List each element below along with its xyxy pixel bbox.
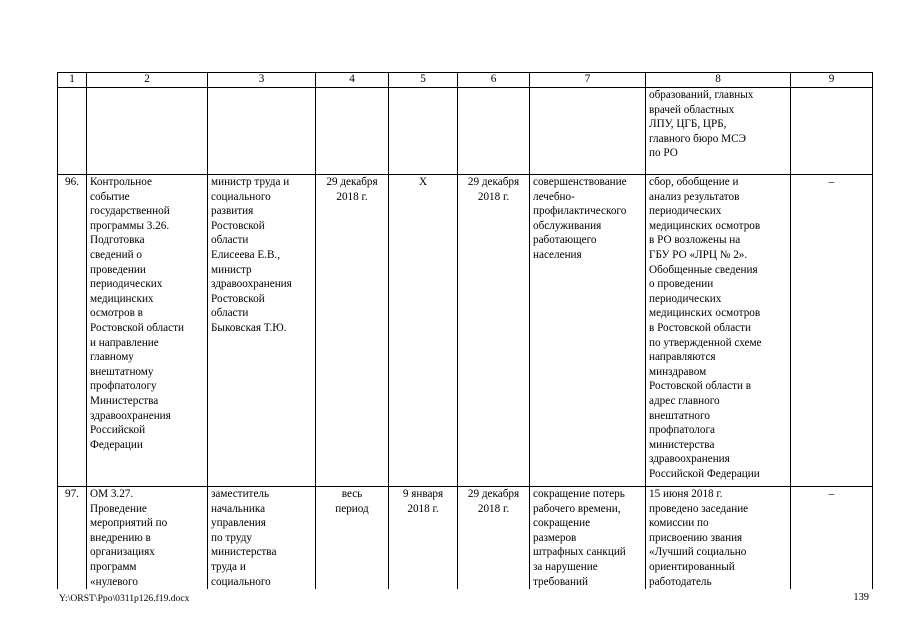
table-cell	[208, 88, 316, 175]
column-number: 2	[87, 73, 208, 88]
actual-result-cell: 15 июня 2018 г. проведено заседание комиссии по присвоению звания «Лучший социально ориентированный работодатель	[646, 487, 791, 590]
plan-table	[57, 72, 873, 589]
notes-cell: –	[791, 175, 873, 487]
row-number: 97.	[58, 487, 87, 590]
expected-result-cell: совершенствование лечебно- профилактического обслуживания работающего населения	[530, 175, 646, 487]
table-row-97	[58, 487, 873, 590]
table-cell	[458, 88, 530, 175]
table-row-continuation	[58, 88, 873, 175]
table-cell	[87, 88, 208, 175]
table-row-96	[58, 175, 873, 487]
column-number: 4	[316, 73, 389, 88]
table-cell	[389, 88, 458, 175]
column-number: 8	[646, 73, 791, 88]
end-date-cell: 29 декабря 2018 г.	[458, 487, 530, 590]
responsible-cell: заместитель начальника управления по труду министерства труда и социального	[208, 487, 316, 590]
column-number: 1	[58, 73, 87, 88]
expected-result-cell: сокращение потерь рабочего времени, сокращение размеров штрафных санкций за нарушение требований	[530, 487, 646, 590]
end-date-cell: 29 декабря 2018 г.	[458, 175, 530, 487]
event-name-cell: Контрольное событие государственной программы 3.26. Подготовка сведений о проведении периодических медицинских осмотров в Ростовской области и направление главному внештатному профпатологу Министерства здравоохранения Российской Федерации	[87, 175, 208, 487]
column-number: 6	[458, 73, 530, 88]
column-number: 7	[530, 73, 646, 88]
responsible-cell: министр труда и социального развития Ростовской области Елисеева Е.В., министр здравоохранения Ростовской области Быковская Т.Ю.	[208, 175, 316, 487]
result-cell: образований, главных врачей областных ЛПУ, ЦГБ, ЦРБ, главного бюро МСЭ по РО	[646, 88, 791, 175]
start-date-cell: Х	[389, 175, 458, 487]
column-number: 5	[389, 73, 458, 88]
table-cell	[791, 88, 873, 175]
event-name-cell: ОМ 3.27. Проведение мероприятий по внедрению в организациях программ «нулевого	[87, 487, 208, 590]
table-cell	[58, 88, 87, 175]
table-cell	[316, 88, 389, 175]
planned-date-cell: 29 декабря 2018 г.	[316, 175, 389, 487]
column-number: 3	[208, 73, 316, 88]
actual-result-cell: сбор, обобщение и анализ результатов периодических медицинских осмотров в РО возложены на ГБУ РО «ЛРЦ № 2». Обобщенные сведения о проведении периодических медицинских осмотров в Ростовской области по утвержденной схеме направляются минздравом Ростовской области в адрес главного внештатного профпатолога министерства здравоохранения Российской Федерации	[646, 175, 791, 487]
table-cell	[530, 88, 646, 175]
column-number: 9	[791, 73, 873, 88]
notes-cell: –	[791, 487, 873, 590]
page-number: 139	[853, 592, 869, 603]
start-date-cell: 9 января 2018 г.	[389, 487, 458, 590]
row-number: 96.	[58, 175, 87, 487]
file-path: Y:\ORST\Ppo\0311p126.f19.docx	[59, 593, 190, 604]
column-number-row	[58, 73, 873, 88]
planned-date-cell: весь период	[316, 487, 389, 590]
